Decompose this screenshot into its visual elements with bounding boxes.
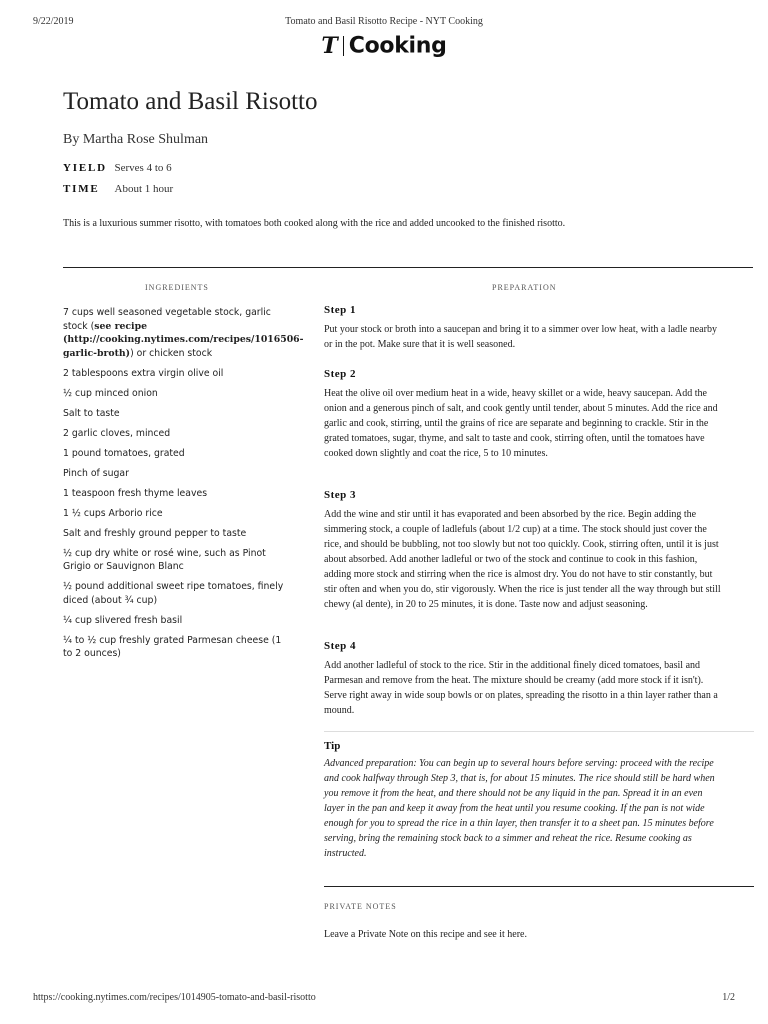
private-notes-text[interactable]: Leave a Private Note on this recipe and see it here.: [324, 929, 527, 940]
ingredient-text: ) or chicken stock: [130, 347, 213, 359]
print-page-title: Tomato and Basil Risotto Recipe - NYT Cooking: [285, 16, 483, 27]
ingredient-item: Salt to taste: [63, 407, 120, 419]
ingredient-item: Salt and freshly ground pepper to taste: [63, 527, 247, 539]
ingredient-item: ¼ cup slivered fresh basil: [63, 614, 183, 626]
step-2-label: Step 2: [324, 368, 357, 380]
step-3-label: Step 3: [324, 489, 357, 501]
ingredient-item: 1 pound tomatoes, grated: [63, 447, 185, 459]
time-value: About 1 hour: [114, 183, 174, 195]
step-2-text: Heat the olive oil over medium heat in a wide, heavy skillet or a wide, heavy saucepan. Add the onion and a generous pinch of salt, and cook gently until tender, about 5 minutes. Add the rice and garlic and cook, stirring, until the grains of rice are separate and beginning to crackle. Stir in the grated tomatoes, sugar, thyme, and salt to taste and cook, stirring often, until the tomatoes have cooked down slightly and coat the rice, 5 to 10 minutes.: [324, 388, 718, 459]
step-3-text: Add the wine and stir until it has evaporated and been absorbed by the rice. Begin adding the simmering stock, a couple of ladlefuls (about 1/2 cup) at a time. The stock should just cover the rice, and should be bubbling, not too slowly but not too quickly. Cook, stirring often, until it is just about absorbed. Add another ladleful or two of the stock and continue to cook in this fashion, adding more stock and stirring when the rice is almost dry. You do not have to stir constantly, but stir often and when you do, stir vigorously. When the rice is just tender all the way through but still chewy (al dente), in 20 to 25 minutes, it is done. Taste now and adjust seasoning.: [324, 509, 721, 610]
step-4-label: Step 4: [324, 640, 357, 652]
recipe-byline[interactable]: By Martha Rose Shulman: [63, 132, 209, 147]
notes-divider: [324, 886, 754, 887]
print-url: https://cooking.nytimes.com/recipes/1014905-tomato-and-basil-risotto: [33, 992, 316, 1003]
ingredient-text: 7 cups well seasoned vegetable stock, garlic stock (: [63, 307, 271, 332]
step-1-label: Step 1: [324, 304, 357, 316]
nyt-cooking-logo[interactable]: [0, 33, 768, 59]
yield-value: Serves 4 to 6: [114, 162, 172, 174]
garlic-broth-recipe-link[interactable]: see recipe (http://cooking.nytimes.com/recipes/1016506-garlic-broth): [63, 320, 304, 359]
tip-text: Advanced preparation: You can begin up to several hours before serving: proceed with the recipe and cook halfway through Step 3, that is, for about 15 minutes. The rice should still be hard when you remove it from the heat, and there should not be any liquid in the pan. Spread it in an even layer in the pan and keep it away from the heat until you resume cooking. If the pan is not wide enough for you to spread the rice in a thin layer, then transfer it to a sheet pan. 15 minutes before serving, bring the remaining stock back to a simmer and reheat the rice. Resume cooking as instructed.: [324, 758, 715, 859]
ingredient-item: Pinch of sugar: [63, 467, 129, 479]
ingredient-item: ½ cup dry white or rosé wine, such as Pinot Grigio or Sauvignon Blanc: [63, 547, 266, 572]
page-number: 1/2: [722, 992, 735, 1003]
step-4-text: Add another ladleful of stock to the rice. Stir in the additional finely diced tomatoes, basil and Parmesan and remove from the heat. The mixture should be creamy (add more stock if it isn't). Serve right away in wide soup bowls or on plates, spreading the risotto in a thin layer rather than a mound.: [324, 660, 718, 716]
step-1-text: Put your stock or broth into a saucepan and bring it to a simmer over low heat, with a ladle nearby or in the pot. Make sure that it is well seasoned.: [324, 324, 717, 350]
recipe-intro: This is a luxurious summer risotto, with tomatoes both cooked along with the rice and added uncooked to the finished risotto.: [63, 218, 566, 229]
recipe-time: [63, 182, 173, 195]
print-date: 9/22/2019: [33, 16, 74, 27]
logo-divider: [343, 36, 344, 56]
ingredient-item: 2 garlic cloves, minced: [63, 427, 171, 439]
recipe-yield: [63, 161, 172, 174]
ingredient-item: 1 teaspoon fresh thyme leaves: [63, 487, 208, 499]
ingredient-item: ¼ to ½ cup freshly grated Parmesan cheese (1 to 2 ounces): [63, 634, 282, 659]
ingredient-item: ½ cup minced onion: [63, 387, 158, 399]
tip-label: Tip: [324, 740, 341, 752]
ingredients-list: [63, 306, 304, 667]
ingredient-item: [63, 306, 304, 360]
tip-divider: [324, 731, 754, 732]
time-label: TIME: [63, 183, 100, 195]
logo-wordmark: Cooking: [348, 33, 447, 59]
ingredient-item: ½ pound additional sweet ripe tomatoes, finely diced (about ¾ cup): [63, 581, 284, 606]
yield-label: YIELD: [63, 162, 107, 174]
ingredients-heading: INGREDIENTS: [145, 283, 209, 292]
nyt-t-logo-icon: T: [321, 33, 338, 59]
ingredient-item: 2 tablespoons extra virgin olive oil: [63, 367, 224, 379]
section-divider: [63, 267, 753, 268]
recipe-title: Tomato and Basil Risotto: [63, 88, 318, 115]
private-notes-heading: PRIVATE NOTES: [324, 902, 397, 911]
preparation-heading: PREPARATION: [492, 283, 557, 292]
ingredient-item: 1 ½ cups Arborio rice: [63, 507, 163, 519]
